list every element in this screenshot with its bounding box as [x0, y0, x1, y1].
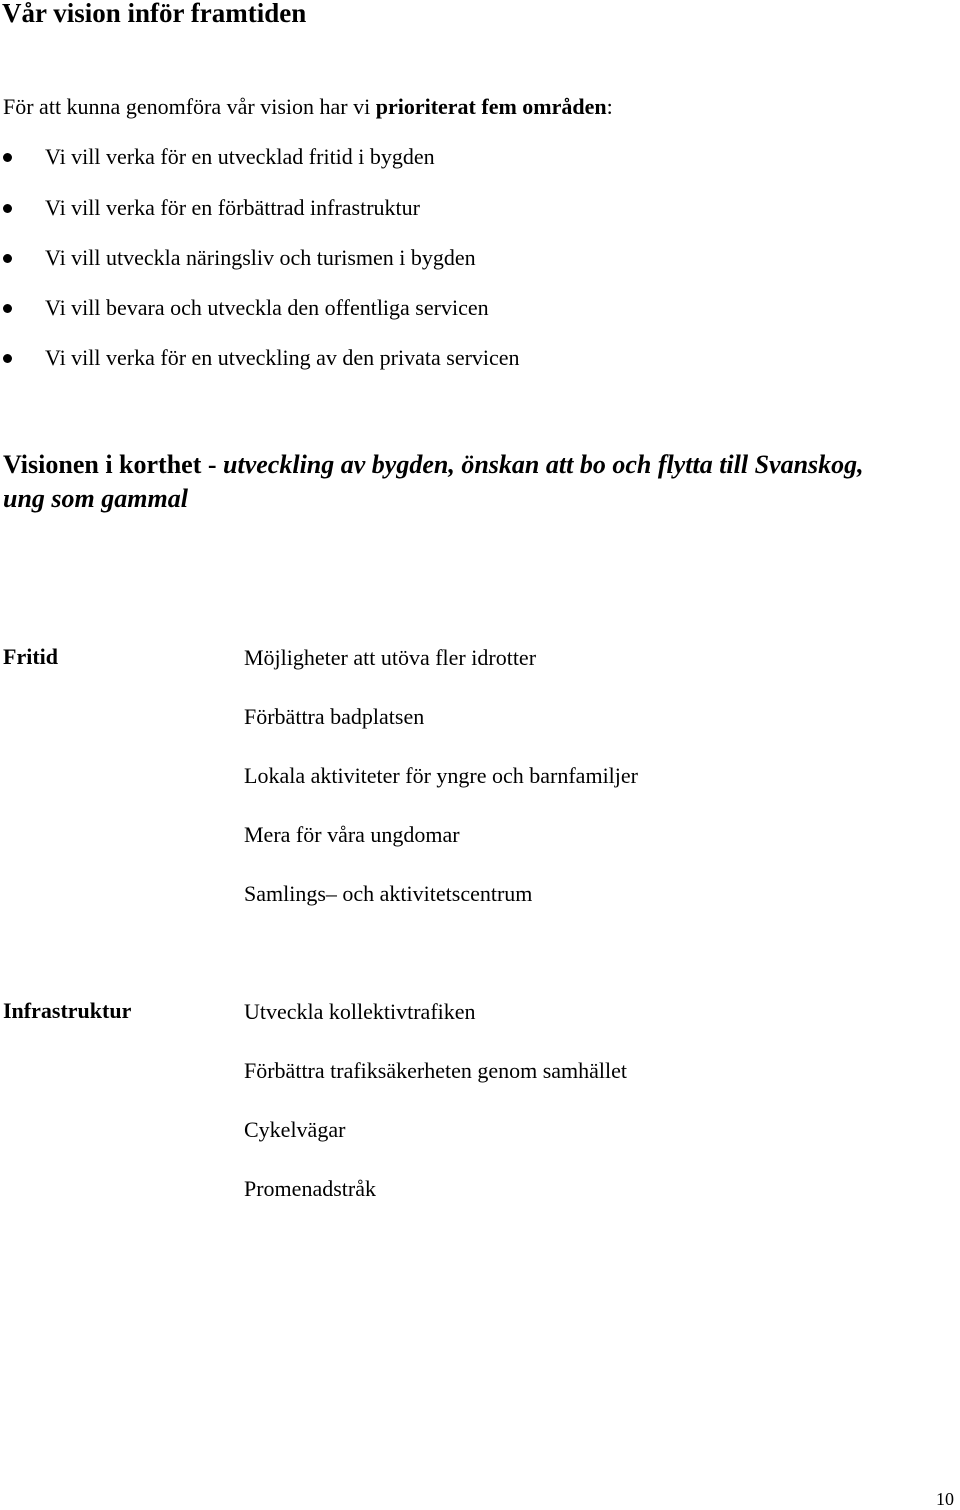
area-item: Möjligheter att utöva fler idrotter: [244, 645, 537, 670]
priority-text: Vi vill verka för en utveckling av den privata servicen: [45, 345, 520, 370]
area-heading-infrastruktur: Infrastruktur: [3, 998, 132, 1023]
area-item: Förbättra badplatsen: [244, 704, 425, 729]
bullet-icon: [3, 304, 12, 313]
bullet-icon: [3, 354, 12, 363]
area-item: Förbättra trafiksäkerheten genom samhället: [244, 1058, 628, 1083]
intro-suffix: :: [606, 94, 613, 119]
area-item: Lokala aktiviteter för yngre och barnfamiljer: [244, 763, 638, 788]
area-item: Promenadstråk: [244, 1176, 376, 1201]
intro-bold: prioriterat fem områden: [375, 94, 607, 119]
vision-summary: [3, 448, 903, 516]
area-item: Mera för våra ungdomar: [244, 822, 460, 847]
intro-text: För att kunna genomföra vår vision har vi: [3, 94, 376, 119]
vision-emphasis: utveckling av bygden, önskan att bo och flytta till Svanskog, ung som gammal: [3, 450, 864, 513]
priority-text: Vi vill verka för en utvecklad fritid i bygden: [45, 144, 435, 169]
page-number: 10: [936, 1489, 954, 1509]
area-item: Cykelvägar: [244, 1117, 346, 1142]
intro-paragraph: [3, 92, 613, 122]
bullet-icon: [3, 204, 12, 213]
bullet-icon: [3, 153, 12, 162]
priority-text: Vi vill bevara och utveckla den offentliga servicen: [45, 295, 489, 320]
priority-text: Vi vill verka för en förbättrad infrastruktur: [45, 195, 420, 220]
vision-lead: Visionen i korthet -: [3, 450, 224, 479]
priority-text: Vi vill utveckla näringsliv och turismen i bygden: [45, 245, 476, 270]
area-item: Utveckla kollektivtrafiken: [244, 999, 476, 1024]
page-title: Vår vision inför framtiden: [2, 0, 307, 28]
bullet-icon: [3, 254, 12, 263]
area-heading-fritid: Fritid: [3, 644, 58, 669]
area-item: Samlings– och aktivitetscentrum: [244, 881, 533, 906]
